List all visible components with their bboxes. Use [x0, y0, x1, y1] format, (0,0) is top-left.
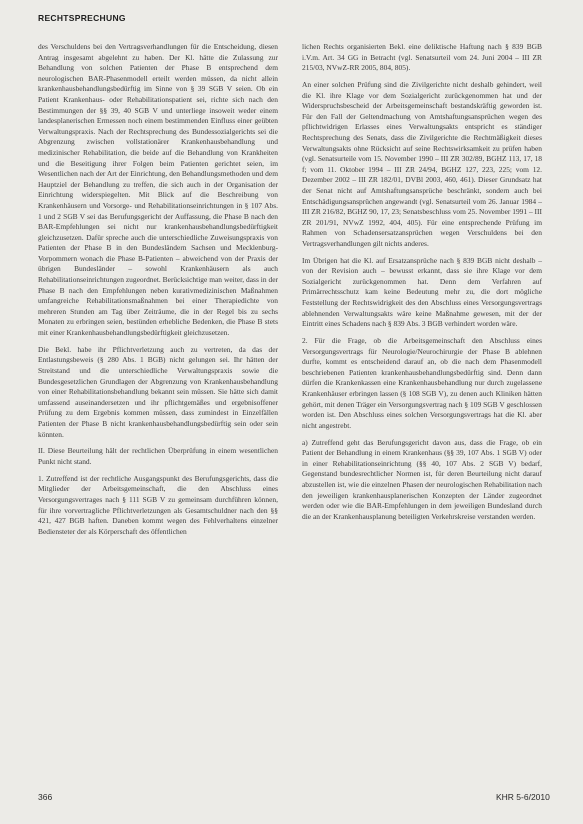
- journal-reference: KHR 5-6/2010: [496, 792, 550, 802]
- paragraph: des Verschuldens bei den Vertragsverhandlungen für die Entscheidung, diesen Antrag insgesamt abgelehnt zu haben. Der Kl. hätte die Zulassung zur Behandlung von solchen Patienten der Phase B entsprechend dem neurologischen BAR-Phasenmodell erteilt werden müssen, da nicht allein krankenhausbehandlungsbedürftig im Sinne von § 39 SGB V seien. Ob ein Patient Krankenhaus- oder Rehabilitationspatient sei, richte sich nach den Bestimmungen der §§ 39, 40 SGB V und unterliege insoweit weder einem landesplanerischen Ermessen noch einem bestimmenden Einfluss einer geübten Verwaltungspraxis. Nach der Rechtsprechung des Bundessozialgerichts sei die Abgrenzung zwischen vollstationärer Krankenhausbehandlung und medizinischer Rehabilitation, die beide auf die Behandlung von Krankheiten und die Beseitigung ihrer Folgen beim Patienten gerichtet seien, im Wesentlichen nach der Art der Einrichtung, den Behandlungsmethoden und dem Hauptziel der Behandlung zu treffen, die sich auch in der Organisation der Einrichtung widerspiegelten. Mit Blick auf die Beschreibung von Krankenhäusern und Vorsorge- und Rehabilitationseinrichtungen in § 107 Abs. 1 und 2 SGB V sei das Berufungsgericht der Auffassung, die Phase B nach den BAR-Empfehlungen sei nicht nur krankenhausbehandlungsbedürftigkeit gleichzusetzen. Dafür spreche auch die unterschiedliche Zuweisungspraxis von Patienten der Phase B in den Bundesländern Sachsen und Mecklenburg-Vorpommern wonach die Phase B-Patienten – abweichend von der Praxis der übrigen Bundesländer – sowohl Krankenhäusern als auch Rehabilitationseinrichtungen zugeordnet. Berücksichtige man weiter, dass in der Phase B nach den Empfehlungen neben kurativmedizinischen Maßnahmen umfangreiche Rehabilitationsmaßnahmen bei einer Therapiedichte von mehreren Stunden am Tag über Zeiträume, die in der Regel bis zu sechs Monaten zu erbringen seien, bestünden erhebliche Bedenken, die Phase B stets mit einer Krankenhausbehandlungsbedürftigkeit gleichzusetzen.: [38, 42, 278, 338]
- paragraph: 2. Für die Frage, ob die Arbeitsgemeinschaft den Abschluss eines Versorgungsvertrags für Neurologie/Neurochirurgie der Phase B ablehnen durfte, kommt es entscheidend darauf an, ob die nach dem Phasenmodell beschriebenen Patienten krankenhausbehandlungsbedürftig sind. Denn dann dürfen die Krankenkassen eine Krankenhausbehandlung nur durch zugelassene Krankenhäuser erbringen lassen (§ 108 SGB V), zu denen auch Kliniken hätten gehört, mit denen Träger ein Versorgungsvertrag nach § 109 SGB V geschlossen worden ist. Den Abschluss eines solchen Versorgungsvertrags hat die Kl. aber nicht angestrebt.: [302, 336, 542, 430]
- page-number: 366: [38, 792, 53, 802]
- paragraph: a) Zutreffend geht das Berufungsgericht davon aus, dass die Frage, ob ein Patient der Behandlung in einem Krankenhaus (§§ 39, 107 Abs. 1 SGB V) oder in einer Rehabilitationseinrichtung (§§ 40, 107 Abs. 2 SGB V) bedarf, Gegenstand bundesrechtlicher Normen ist, für deren Beurteilung nicht darauf abzustellen ist, wie die einzelnen Phasen der neurologischen Rehabilitation nach den jeweiligen krankenhausplanerischen Konzepten der Länder zugeordnet werden oder wie die BAR-Empfehlungen in dem jeweiligen Bundesland durch die an der Krankenhausplanung beteiligten Verkehrskreise verstanden werden.: [302, 437, 542, 521]
- paragraph: An einer solchen Prüfung sind die Zivilgerichte nicht deshalb gehindert, weil die Kl. ihre Klage vor dem Sozialgericht zurückgenommen hat und der Widerspruchsbescheid der Arbeitsgemeinschaft bestandskräftig geworden ist. Für den Fall der Geltendmachung von Amtshaftungsansprüchen wegen des pflichtwidrigen Erlasses eines Verwaltungsakts entspricht es ständiger Rechtsprechung des Senats, dass die Zivilgerichte die Rechtmäßigkeit dieses Verwaltungsakts ohne Rücksicht auf seine Rechtswirksamkeit zu prüfen haben (vgl. Senatsurteile vom 15. November 1990 – III ZR 302/89, BGHZ 113, 17, 18 f; vom 11. Oktober 1994 – III ZR 24/94, BGHZ 127, 223, 225; vom 12. Dezember 2002 – III ZR 182/01, DVBl 2003, 460, 461). Dieser Grundsatz hat der Senat nicht auf Amtshaftungsansprüche beschränkt, sondern auch bei Entschädigungsansprüchen angewandt (vgl. Senatsurteil vom 26. Januar 1984 – III ZR 216/82, BGHZ 90, 17, 23; Senatsbeschluss vom 25. November 1991 – III ZR 201/91, NVwZ 1992, 404, 405). Für eine entsprechende Prüfung im Rahmen von Schadensersatzansprüchen wegen Verschuldens bei den Vertragsverhandlungen gilt nichts anderes.: [302, 79, 542, 248]
- paragraph: II. Diese Beurteilung hält der rechtlichen Überprüfung in einem wesentlichen Punkt nicht stand.: [38, 446, 278, 466]
- paragraph: lichen Rechts organisierten Bekl. eine deliktische Haftung nach § 839 BGB i.V.m. Art. 34 GG in Betracht (vgl. Senatsurteil vom 24. Juni 2004 – III ZR 215/03, NVwZ-RR 2005, 804, 805).: [302, 42, 542, 73]
- paragraph: Im Übrigen hat die Kl. auf Ersatzansprüche nach § 839 BGB nicht deshalb – von der Revision auch – bewusst erkannt, dass sie ihre Klage vor dem Sozialgericht zurückgenommen hat. Denn dem Verfahren auf Primärrechtsschutz kam keine Bedeutung mehr zu, die dort mögliche Feststellung der Rechtswidrigkeit des den Abschluss eines Versorgungsvertrags ablehnenden Verwaltungsakts wäre keine Maßnahme gewesen, mit der der Eintritt eines Schadens nach § 839 Abs. 3 BGB verhindert worden wäre.: [302, 255, 542, 329]
- running-head: RECHTSPRECHUNG: [38, 13, 126, 23]
- right-column: [302, 42, 542, 522]
- paragraph: 1. Zutreffend ist der rechtliche Ausgangspunkt des Berufungsgerichts, dass die Mitglieder der Arbeitsgemeinschaft, die den Abschluss eines Versorgungsvertrages nach § 111 SGB V zu gemeinsam durchführen können, für ihre vorvertragliche Pflichtverletzungen als Gesamtschuldner nach den §§ 421, 427 BGB haften. Daneben kommt wegen des Fehlverhaltens einzelner Bediensteter der als Körperschaft des öffentlichen: [38, 473, 278, 536]
- paragraph: Die Bekl. habe ihr Pflichtverletzung auch zu vertreten, da das der Entlastungsbeweis (§ 280 Abs. 1 BGB) nicht gelungen sei. Ihr hätten der Streitstand und die unterschiedliche Verwaltungspraxis sowie die Bundesgesetzlichen Grundlagen der Abgrenzung von Krankenhausbehandlung von einer Rehabilitationsbehandlung bekannt sein müssen. Sie hätte sich damit umfassend auseinandersetzen und ihr pflichtgemäßes und ergebnisoffener Prüfung zu dem Ergebnis kommen müssen, dass zumindest in Einzelfällen Patienten der Phase B nicht krankenhausbehandlungsbedürftig sein oder sein könnten.: [38, 344, 278, 439]
- left-column: [38, 42, 278, 537]
